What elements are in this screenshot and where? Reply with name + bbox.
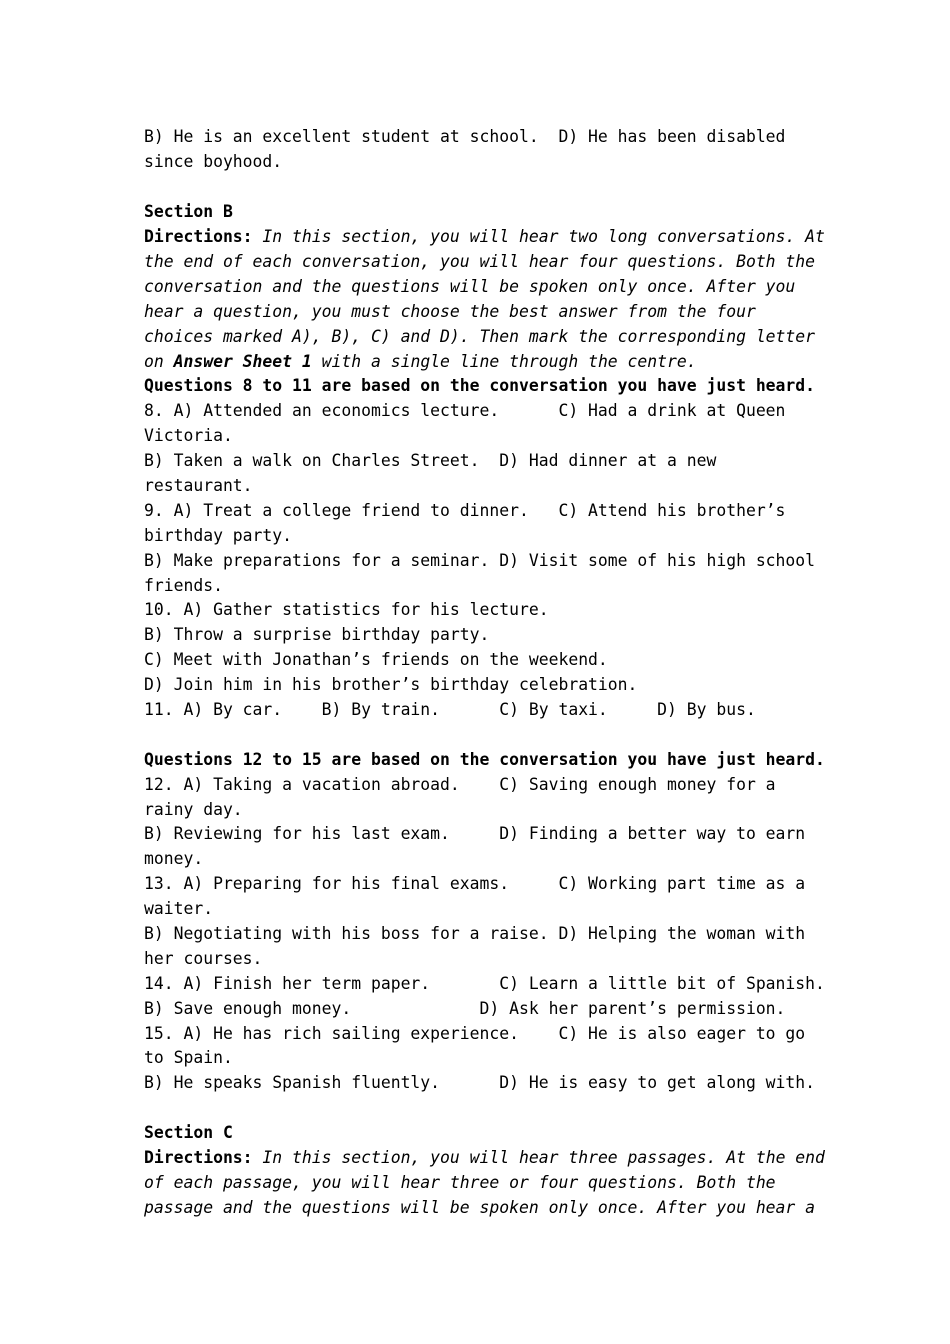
question-line: 13. A) Preparing for his final exams. C) Working part time as a xyxy=(144,874,806,893)
directions-label: Directions: xyxy=(144,227,253,246)
question-line: 15. A) He has rich sailing experience. C) He is also eager to go xyxy=(144,1024,806,1043)
directions-text: with a single line through the centre. xyxy=(311,352,697,371)
question-line: to Spain. xyxy=(144,1048,233,1067)
question-line: friends. xyxy=(144,576,223,595)
directions-line: conversation and the questions will be spoken only once. After you xyxy=(144,277,796,296)
question-line: B) Taken a walk on Charles Street. D) Had dinner at a new xyxy=(144,451,717,470)
question-group-heading: Questions 8 to 11 are based on the conversation you have just heard. xyxy=(144,376,816,395)
section-c-directions-first-line xyxy=(144,1145,825,1170)
question-line: B) Make preparations for a seminar. D) Visit some of his high school xyxy=(144,551,816,570)
directions-text: on xyxy=(144,352,174,371)
question-line: B) Save enough money. D) Ask her parent’s permission. xyxy=(144,999,786,1018)
question-line: 10. A) Gather statistics for his lecture. xyxy=(144,600,549,619)
directions-line: passage and the questions will be spoken only once. After you hear a xyxy=(144,1198,816,1217)
question-line: rainy day. xyxy=(144,800,243,819)
question-line: 12. A) Taking a vacation abroad. C) Saving enough money for a xyxy=(144,775,776,794)
question-line: B) Reviewing for his last exam. D) Finding a better way to earn xyxy=(144,824,806,843)
question-line: B) Negotiating with his boss for a raise. D) Helping the woman with xyxy=(144,924,806,943)
directions-line: of each passage, you will hear three or four questions. Both the xyxy=(144,1173,776,1192)
answer-sheet-label: Answer Sheet 1 xyxy=(173,352,312,371)
question-group-heading: Questions 12 to 15 are based on the conversation you have just heard. xyxy=(144,750,825,769)
directions-text: In this section, you will hear three passages. At the end xyxy=(252,1148,825,1167)
question-line: 14. A) Finish her term paper. C) Learn a little bit of Spanish. xyxy=(144,974,825,993)
section-c-heading: Section C xyxy=(144,1123,233,1142)
question-line: Victoria. xyxy=(144,426,233,445)
question-line: 11. A) By car. B) By train. C) By taxi. D) By bus. xyxy=(144,700,756,719)
section-b-heading: Section B xyxy=(144,202,233,221)
question-line: her courses. xyxy=(144,949,263,968)
question-line: 9. A) Treat a college friend to dinner. C) Attend his brother’s xyxy=(144,501,786,520)
directions-line: hear a question, you must choose the best answer from the four xyxy=(144,302,756,321)
question-line: 8. A) Attended an economics lecture. C) Had a drink at Queen xyxy=(144,401,786,420)
question-line: birthday party. xyxy=(144,526,293,545)
question-line: B) Throw a surprise birthday party. xyxy=(144,625,490,644)
directions-line: choices marked A), B), C) and D). Then mark the corresponding letter xyxy=(144,327,816,346)
question-line: C) Meet with Jonathan’s friends on the weekend. xyxy=(144,650,608,669)
directions-last-line xyxy=(144,349,697,374)
directions-label: Directions: xyxy=(144,1148,253,1167)
option-line: since boyhood. xyxy=(144,152,283,171)
directions-line: the end of each conversation, you will hear four questions. Both the xyxy=(144,252,816,271)
question-line: restaurant. xyxy=(144,476,253,495)
question-line: waiter. xyxy=(144,899,214,918)
section-b-directions-first-line xyxy=(144,224,825,249)
option-line: B) He is an excellent student at school. D) He has been disabled xyxy=(144,127,786,146)
directions-text: In this section, you will hear two long conversations. At xyxy=(252,227,825,246)
question-line: D) Join him in his brother’s birthday celebration. xyxy=(144,675,638,694)
question-line: money. xyxy=(144,849,204,868)
question-line: B) He speaks Spanish fluently. D) He is easy to get along with. xyxy=(144,1073,816,1092)
